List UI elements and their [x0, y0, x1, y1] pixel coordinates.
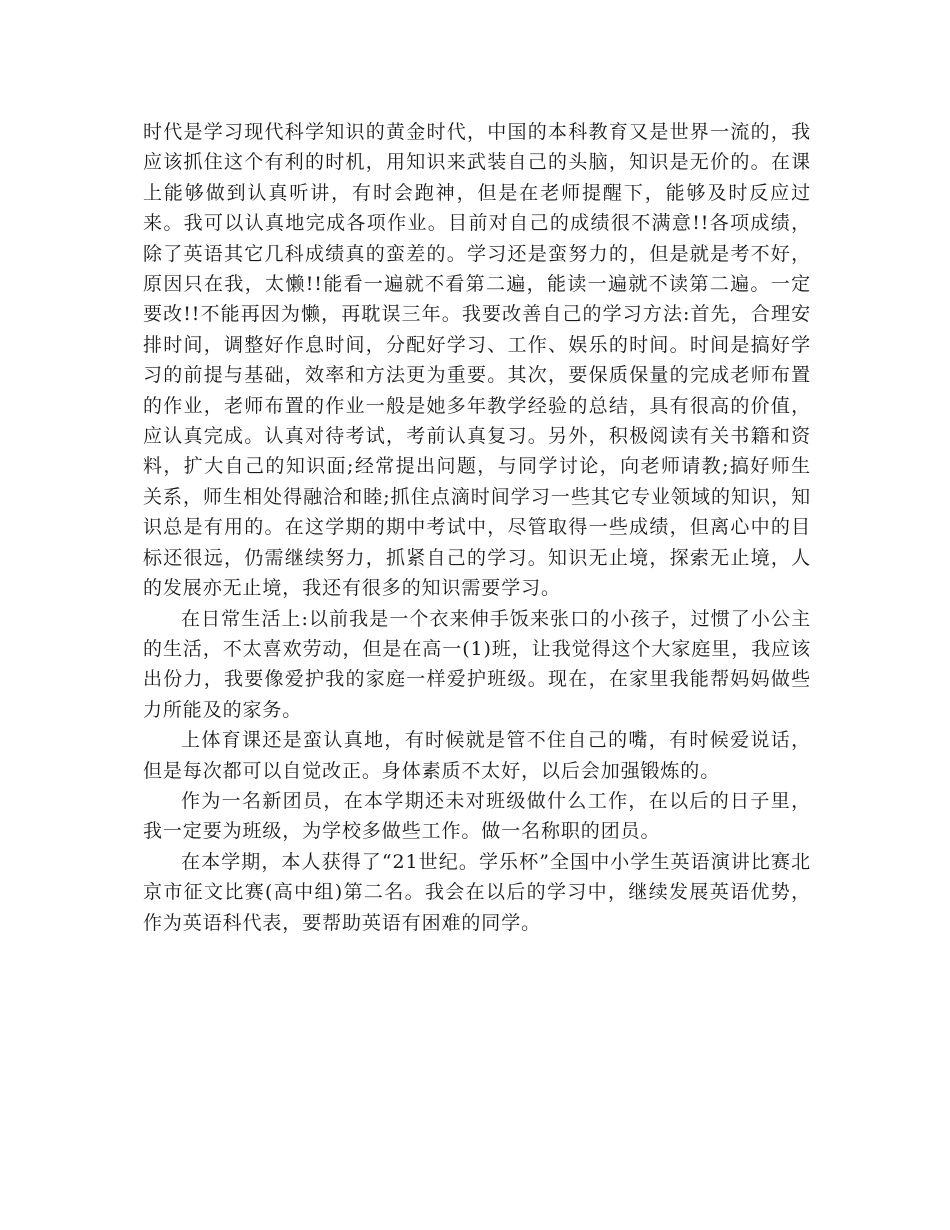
paragraph-study: 时代是学习现代科学知识的黄金时代，中国的本科教育又是世界一流的，我应该抓住这个有利的时机，用知识来武装自己的头脑，知识是无价的。在课上能够做到认真听讲，有时会跑神，但是在老师提醒下，能够及时反应过来。我可以认真地完成各项作业。目前对自己的成绩很不满意!!各项成绩，除了英语其它几科成绩真的蛮差的。学习还是蛮努力的，但是就是考不好，原因只在我，太懒!!能看一遍就不看第二遍，能读一遍就不读第二遍。一定要改!!不能再因为懒，再耽误三年。我要改善自己的学习方法:首先，合理安排时间，调整好作息时间，分配好学习、工作、娱乐的时间。时间是搞好学习的前提与基础，效率和方法更为重要。其次，要保质保量的完成老师布置的作业，老师布置的作业一般是她多年教学经验的总结，具有很高的价值，应认真完成。认真对待考试，考前认真复习。另外，积极阅读有关书籍和资料，扩大自己的知识面;经常提出问题，与同学讨论，向老师请教;搞好师生关系，师生相处得融洽和睦;抓住点滴时间学习一些其它专业领域的知识，知识总是有用的。在这学期的期中考试中，尽管取得一些成绩，但离心中的目标还很远，仍需继续努力，抓紧自己的学习。知识无止境，探索无止境，人的发展亦无止境，我还有很多的知识需要学习。 — [143, 121, 811, 600]
paragraph-daily-life: 在日常生活上:以前我是一个衣来伸手饭来张口的小孩子，过惯了小公主的生活，不太喜欢劳动，但是在高一(1)班，让我觉得这个大家庭里，我应该出份力，我要像爱护我的家庭一样爱护班级。现在，在家里我能帮妈妈做些力所能及的家务。 — [143, 607, 811, 721]
paragraph-award: 在本学期，本人获得了“21世纪。学乐杯”全国中小学生英语演讲比赛北京市征文比赛(高中组)第二名。我会在以后的学习中，继续发展英语优势，作为英语科代表，要帮助英语有困难的同学。 — [143, 850, 811, 934]
paragraph-league-member: 作为一名新团员，在本学期还未对班级做什么工作，在以后的日子里，我一定要为班级，为学校多做些工作。做一名称职的团员。 — [143, 789, 811, 843]
paragraph-physical-education: 上体育课还是蛮认真地，有时候就是管不住自己的嘴，有时候爱说话，但是每次都可以自觉改正。身体素质不太好，以后会加强锻炼的。 — [143, 729, 811, 782]
document-body — [143, 117, 811, 938]
